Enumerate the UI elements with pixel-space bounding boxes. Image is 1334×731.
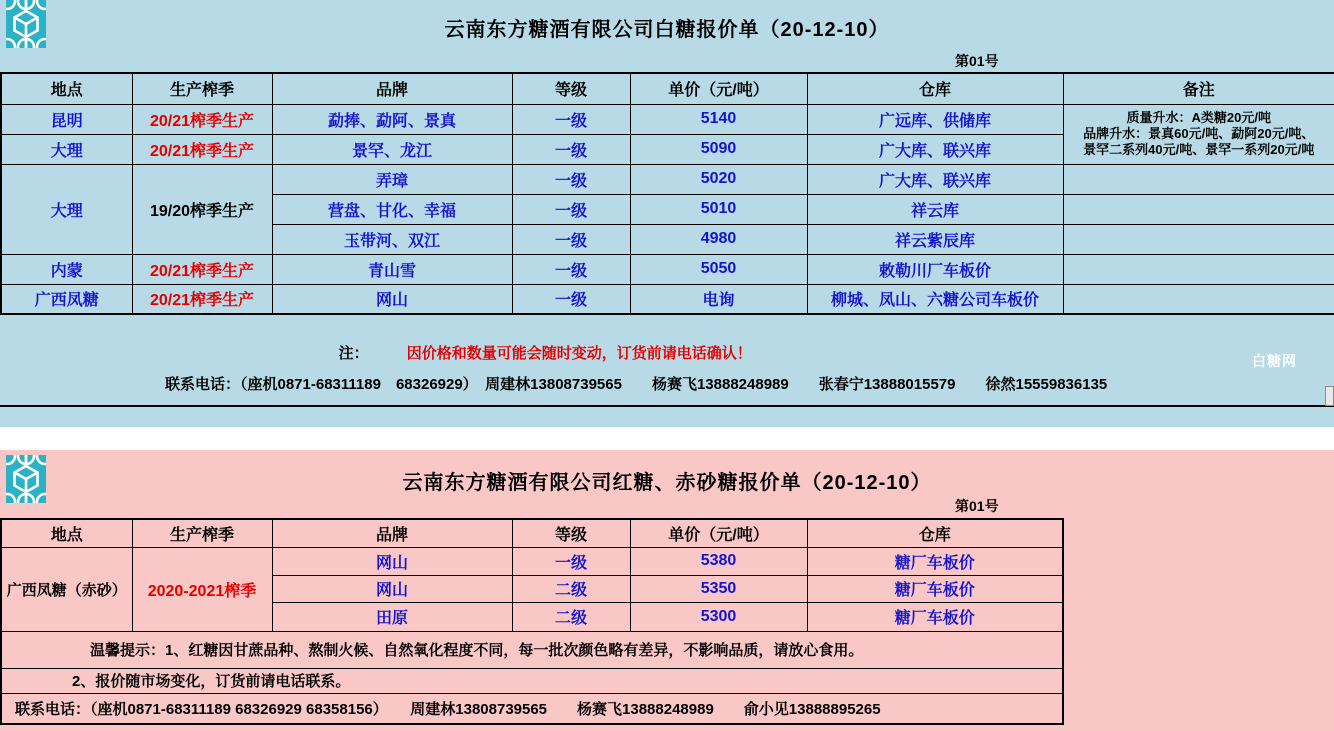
tip-row xyxy=(1,631,1063,668)
warehouse-cell: 广远库、供储库 xyxy=(807,104,1063,134)
price-cell: 5020 xyxy=(630,164,807,194)
grade-cell: 一级 xyxy=(512,194,630,224)
col-header-location: 地点 xyxy=(1,73,132,104)
price-cell: 5350 xyxy=(630,575,807,602)
grade-cell: 一级 xyxy=(512,104,630,134)
white-sugar-table xyxy=(0,72,1334,315)
col-header-location: 地点 xyxy=(1,519,132,547)
grade-cell: 二级 xyxy=(512,602,630,631)
season-cell: 20/21榨季生产 xyxy=(132,254,272,284)
note-label: 注： xyxy=(338,345,369,362)
warehouse-cell: 糖厂车板价 xyxy=(807,547,1063,575)
warehouse-cell: 敕勒川厂车板价 xyxy=(807,254,1063,284)
contact-phones: 联系电话：（座机0871-68311189 68326929） 周建林13808739565 杨赛飞13888248989 张春宁13888015579 徐然15559836135 xyxy=(165,376,1108,393)
remarks-empty-cell xyxy=(1063,194,1334,224)
section-divider xyxy=(0,405,1334,407)
header-row xyxy=(1,519,1063,547)
remarks-empty-cell xyxy=(1063,254,1334,284)
brand-cell: 青山雪 xyxy=(272,254,512,284)
brand-cell: 网山 xyxy=(272,547,512,575)
price-cell: 5140 xyxy=(630,104,807,134)
remarks-empty-cell xyxy=(1063,224,1334,254)
brand-cell: 景罕、龙江 xyxy=(272,134,512,164)
brand-cell: 田原 xyxy=(272,602,512,631)
brown-sugar-quote-panel xyxy=(0,450,1334,731)
table-row xyxy=(1,164,1334,194)
remark-line: 品牌升水：景真60元/吨、勐阿20元/吨、 xyxy=(1083,126,1315,141)
brand-cell: 玉带河、双江 xyxy=(272,224,512,254)
contact-row xyxy=(1,693,1063,724)
brand-cell: 弄璋 xyxy=(272,164,512,194)
remark-line: 景罕二系列40元/吨、景罕一系列20元/吨 xyxy=(1083,142,1315,157)
table-row xyxy=(1,254,1334,284)
col-header-brand: 品牌 xyxy=(272,519,512,547)
remarks-empty-cell xyxy=(1063,284,1334,314)
brown-sugar-table xyxy=(0,518,1064,725)
brand-cell: 勐捧、勐阿、景真 xyxy=(272,104,512,134)
tip-row xyxy=(1,668,1063,693)
warehouse-cell: 柳城、凤山、六糖公司车板价 xyxy=(807,284,1063,314)
col-header-season: 生产榨季 xyxy=(132,73,272,104)
col-header-price: 单价（元/吨） xyxy=(630,519,807,547)
price-cell: 5300 xyxy=(630,602,807,631)
location-cell: 广西凤糖（赤砂） xyxy=(1,547,132,631)
grade-cell: 一级 xyxy=(512,134,630,164)
price-change-note xyxy=(322,325,752,380)
table-row xyxy=(1,284,1334,314)
season-cell: 20/21榨季生产 xyxy=(132,104,272,134)
col-header-price: 单价（元/吨） xyxy=(630,73,807,104)
price-cell: 电询 xyxy=(630,284,807,314)
scrollbar-handle[interactable] xyxy=(1325,386,1334,406)
col-header-grade: 等级 xyxy=(512,73,630,104)
location-cell: 昆明 xyxy=(1,104,132,134)
warehouse-cell: 祥云库 xyxy=(807,194,1063,224)
price-cell: 5050 xyxy=(630,254,807,284)
white-sugar-title: 云南东方糖酒有限公司白糖报价单（20-12-10） xyxy=(444,19,890,41)
location-cell: 广西凤糖 xyxy=(1,284,132,314)
remarks-empty-cell xyxy=(1063,164,1334,194)
col-header-remarks: 备注 xyxy=(1063,73,1334,104)
price-cell: 5010 xyxy=(630,194,807,224)
price-cell: 5380 xyxy=(630,547,807,575)
grade-cell: 一级 xyxy=(512,164,630,194)
warehouse-cell: 祥云紫辰库 xyxy=(807,224,1063,254)
location-cell: 大理 xyxy=(1,164,132,254)
season-cell: 2020-2021榨季 xyxy=(132,547,272,631)
price-cell: 5090 xyxy=(630,134,807,164)
brown-sugar-title: 云南东方糖酒有限公司红糖、赤砂糖报价单（20-12-10） xyxy=(402,472,932,494)
panel-gap xyxy=(0,427,1334,450)
brand-cell: 网山 xyxy=(272,575,512,602)
location-cell: 内蒙 xyxy=(1,254,132,284)
note-text: 因价格和数量可能会随时变动，订货前请电话确认！ xyxy=(406,345,752,362)
quality-tip-text: 温馨提示：1、红糖因甘蔗品种、熬制火候、自然氧化程度不同，每一批次颜色略有差异，不影响品质，请放心食用。 xyxy=(1,631,1063,668)
warehouse-cell: 广大库、联兴库 xyxy=(807,134,1063,164)
col-header-warehouse: 仓库 xyxy=(807,73,1063,104)
site-watermark: 白糖网 xyxy=(1252,353,1297,369)
grade-cell: 一级 xyxy=(512,254,630,284)
warehouse-cell: 糖厂车板价 xyxy=(807,602,1063,631)
location-cell: 大理 xyxy=(1,134,132,164)
brand-cell: 营盘、甘化、幸福 xyxy=(272,194,512,224)
grade-cell: 二级 xyxy=(512,575,630,602)
grade-cell: 一级 xyxy=(512,284,630,314)
table-row xyxy=(1,547,1063,575)
col-header-brand: 品牌 xyxy=(272,73,512,104)
warehouse-cell: 糖厂车板价 xyxy=(807,575,1063,602)
season-cell: 19/20榨季生产 xyxy=(132,164,272,254)
season-cell: 20/21榨季生产 xyxy=(132,134,272,164)
col-header-warehouse: 仓库 xyxy=(807,519,1063,547)
remarks-cell xyxy=(1063,104,1334,164)
price-tip-text: 2、报价随市场变化，订货前请电话联系。 xyxy=(1,668,1063,693)
brand-cell: 网山 xyxy=(272,284,512,314)
col-header-grade: 等级 xyxy=(512,519,630,547)
header-row xyxy=(1,73,1334,104)
warehouse-cell: 广大库、联兴库 xyxy=(807,164,1063,194)
sheet-number: 第01号 xyxy=(955,53,999,69)
sheet-number: 第01号 xyxy=(955,498,999,514)
grade-cell: 一级 xyxy=(512,224,630,254)
remark-line: 质量升水：A类糖20元/吨 xyxy=(1126,110,1271,125)
col-header-season: 生产榨季 xyxy=(132,519,272,547)
contact-phones: 联系电话：（座机0871-68311189 68326929 68358156） 周建林13808739565 杨赛飞13888248989 俞小见13888895265 xyxy=(1,693,1063,724)
grade-cell: 一级 xyxy=(512,547,630,575)
season-cell: 20/21榨季生产 xyxy=(132,284,272,314)
table-row xyxy=(1,104,1334,134)
price-cell: 4980 xyxy=(630,224,807,254)
